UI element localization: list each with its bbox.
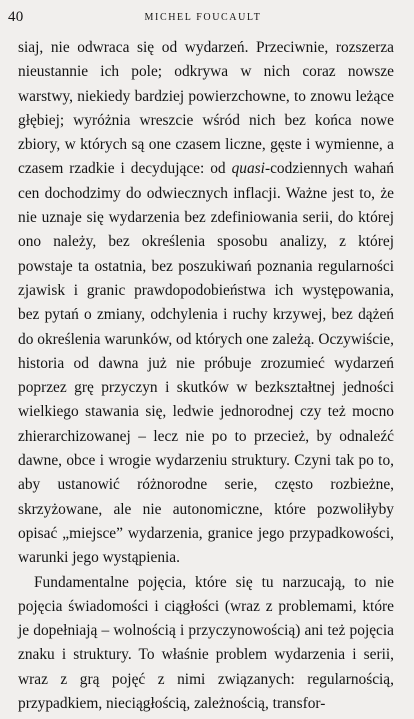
paragraph-1-part-b: -codziennych wahań cen dochodzimy do odwiecznych inflacji. Ważne jest to, że nie uznaje się wydarzenia bez zdefiniowania serii, do której ono należy, bez określenia sposobu analizy, z której powstaje ta ostatnia, bez poszukiwań poznania regularności zjawisk i granic prawdopodobieństwa ich występowania, bez pytań o zmiany, odchylenia i ruchy krzywej, bez dążeń do określenia warunków, od których one zależą. Oczywiście, historia od dawna już nie próbuje zrozumieć wydarzeń poprzez grę przyczyn i skutków w bezkształtnej jedności wielkiego stawania się, ledwie jednorodnej czy też mocno zhierarchizowanej – lecz nie po to przecież, by odnaleźć dawne, obce i wrogie wydarzeniu struktury. Czyni tak po to, aby ustanowić różnorodne serie, często rozbieżne, skrzyżowane, ale nie autonomiczne, które pozwoliłyby opisać „miejsce” wydarzenia, granice jego przypadkowości, warunki jego wystąpienia. bbox=[18, 160, 394, 567]
paragraph-1 bbox=[18, 36, 394, 571]
paragraph-1-part-a: siaj, nie odwraca się od wydarzeń. Przeciwnie, rozszerza nieustannie ich pole; odkrywa w nich coraz nowsze warstwy, niekiedy bardziej powierzchowne, to znowu leżące głębiej; wyróżnia wreszcie wśród nich bez końca nowe zbiory, w których są one czasem liczne, gęste i wymienne, a czasem rzadkie i decydujące: od bbox=[18, 39, 394, 178]
page-header bbox=[8, 9, 398, 29]
body-text bbox=[18, 36, 394, 716]
page-number: 40 bbox=[8, 9, 24, 25]
paragraph-2: Fundamentalne pojęcia, które się tu narzucają, to nie pojęcia świadomości i ciągłości (wraz z problemami, które je dopełniają – wolnością i przyczynowością) ani też pojęcia znaku i struktury. To właśnie problem wydarzenia i serii, wraz z grą pojęć z nimi związanych: regularnością, przypadkiem, nieciągłością, zależnością, transfor- bbox=[18, 573, 394, 713]
italic-word-quasi: quasi bbox=[231, 160, 265, 178]
running-head: MICHEL FOUCAULT bbox=[144, 12, 262, 23]
